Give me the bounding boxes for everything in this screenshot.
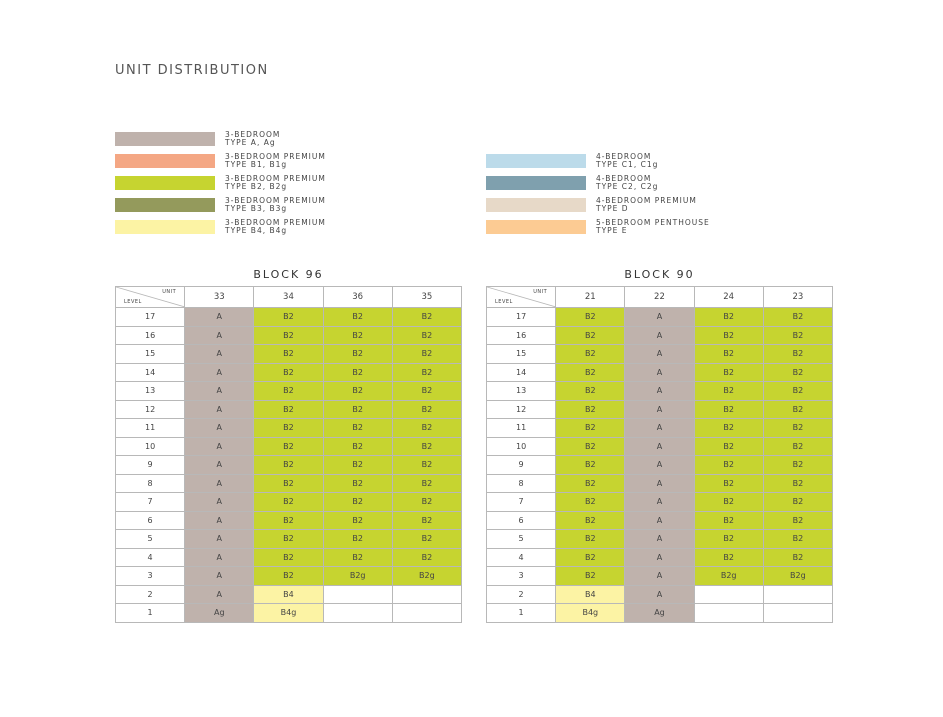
- unit-type-cell: B2: [392, 530, 461, 549]
- unit-type-cell: B2: [763, 363, 832, 382]
- unit-type-cell: B4: [254, 585, 323, 604]
- header-level-label: LEVEL: [495, 299, 513, 305]
- unit-type-cell: B2: [323, 456, 392, 475]
- unit-type-cell: B2: [392, 363, 461, 382]
- unit-type-cell: B2: [763, 382, 832, 401]
- unit-type-cell: B2: [763, 419, 832, 438]
- unit-type-cell: B2: [323, 530, 392, 549]
- unit-type-cell: A: [185, 363, 254, 382]
- unit-type-cell: B2: [323, 419, 392, 438]
- unit-type-cell: B2: [694, 326, 763, 345]
- unit-type-cell: B2: [392, 419, 461, 438]
- unit-type-cell: A: [185, 400, 254, 419]
- unit-type-cell: B2: [392, 474, 461, 493]
- legend-swatch: [115, 220, 215, 234]
- legend-label-line2: TYPE A, Ag: [225, 138, 276, 147]
- table-row: [487, 363, 833, 382]
- table-row: [487, 326, 833, 345]
- level-cell: 13: [487, 382, 556, 401]
- header-level-label: LEVEL: [124, 299, 142, 305]
- table-row: [487, 456, 833, 475]
- legend-label-line1: 3-BEDROOM: [225, 130, 281, 139]
- unit-type-cell: B2: [323, 548, 392, 567]
- unit-type-cell: Ag: [625, 604, 694, 623]
- unit-type-cell: A: [625, 382, 694, 401]
- table-row: [116, 474, 462, 493]
- unit-type-cell: [323, 585, 392, 604]
- table-row: [487, 548, 833, 567]
- legend-item: [115, 219, 326, 235]
- table-row: [116, 493, 462, 512]
- table-row: [487, 511, 833, 530]
- unit-type-cell: A: [185, 511, 254, 530]
- table-row: [116, 382, 462, 401]
- unit-type-cell: A: [185, 474, 254, 493]
- table-row: [116, 345, 462, 364]
- header-corner: [487, 287, 556, 308]
- legend-item: [115, 197, 326, 213]
- header-unit-label: UNIT: [162, 289, 177, 295]
- unit-header: 35: [392, 287, 461, 308]
- unit-type-cell: B2: [392, 345, 461, 364]
- table-row: [487, 530, 833, 549]
- unit-type-cell: B2: [254, 326, 323, 345]
- unit-type-cell: B2: [254, 530, 323, 549]
- unit-type-cell: B2: [254, 474, 323, 493]
- header-corner: [116, 287, 185, 308]
- legend-label: [596, 219, 710, 235]
- table-header-row: [116, 287, 462, 308]
- unit-type-cell: B2: [323, 474, 392, 493]
- unit-type-cell: B2: [556, 511, 625, 530]
- unit-type-cell: B4g: [556, 604, 625, 623]
- level-cell: 9: [116, 456, 185, 475]
- legend-label-line1: 3-BEDROOM PREMIUM: [225, 152, 326, 161]
- table-row: [487, 567, 833, 586]
- unit-type-cell: B2: [763, 548, 832, 567]
- table-row: [487, 419, 833, 438]
- unit-type-cell: B2: [763, 400, 832, 419]
- unit-distribution-table: [486, 286, 833, 623]
- unit-type-cell: B2: [323, 382, 392, 401]
- level-cell: 10: [487, 437, 556, 456]
- legend-label: [225, 219, 326, 235]
- unit-header: 22: [625, 287, 694, 308]
- unit-type-cell: A: [625, 326, 694, 345]
- unit-type-cell: B2: [254, 400, 323, 419]
- unit-type-cell: B2: [556, 400, 625, 419]
- unit-type-cell: B2: [694, 474, 763, 493]
- unit-type-cell: A: [185, 567, 254, 586]
- unit-type-cell: B2: [556, 419, 625, 438]
- level-cell: 14: [116, 363, 185, 382]
- unit-type-cell: B2: [763, 326, 832, 345]
- unit-type-cell: A: [185, 585, 254, 604]
- table-row: [487, 604, 833, 623]
- unit-type-cell: B2: [556, 548, 625, 567]
- unit-header: 23: [763, 287, 832, 308]
- legend-label: [596, 197, 697, 213]
- legend-item: [115, 175, 326, 191]
- legend-label-line2: TYPE D: [596, 204, 629, 213]
- level-cell: 2: [487, 585, 556, 604]
- level-cell: 4: [116, 548, 185, 567]
- unit-type-cell: B2: [254, 548, 323, 567]
- level-cell: 3: [116, 567, 185, 586]
- table-row: [116, 456, 462, 475]
- unit-type-cell: B2g: [323, 567, 392, 586]
- unit-type-cell: B2: [694, 456, 763, 475]
- legend-label-line2: TYPE B1, B1g: [225, 160, 288, 169]
- unit-type-cell: B2: [392, 437, 461, 456]
- table-row: [116, 419, 462, 438]
- table-row: [116, 511, 462, 530]
- legend-label-line1: 4-BEDROOM PREMIUM: [596, 196, 697, 205]
- unit-type-cell: A: [625, 419, 694, 438]
- legend-label-line1: 5-BEDROOM PENTHOUSE: [596, 218, 710, 227]
- unit-type-cell: [323, 604, 392, 623]
- legend-item: [115, 153, 326, 169]
- unit-type-cell: B2: [694, 548, 763, 567]
- table-row: [487, 382, 833, 401]
- table-row: [487, 308, 833, 327]
- legend-label-line1: 3-BEDROOM PREMIUM: [225, 218, 326, 227]
- unit-type-cell: A: [625, 437, 694, 456]
- level-cell: 11: [487, 419, 556, 438]
- legend-swatch: [115, 176, 215, 190]
- table-row: [487, 437, 833, 456]
- level-cell: 14: [487, 363, 556, 382]
- table-row: [116, 437, 462, 456]
- legend-item: [486, 197, 697, 213]
- level-cell: 11: [116, 419, 185, 438]
- unit-type-cell: B2: [392, 308, 461, 327]
- legend-label-line2: TYPE B2, B2g: [225, 182, 288, 191]
- unit-type-cell: A: [625, 474, 694, 493]
- unit-type-cell: A: [185, 345, 254, 364]
- legend-label: [225, 175, 326, 191]
- unit-type-cell: B2: [694, 530, 763, 549]
- unit-type-cell: B2: [254, 382, 323, 401]
- legend-label-line1: 3-BEDROOM PREMIUM: [225, 174, 326, 183]
- unit-type-cell: B2: [254, 493, 323, 512]
- legend-item: [486, 219, 710, 235]
- unit-type-cell: B4: [556, 585, 625, 604]
- table-row: [116, 530, 462, 549]
- unit-type-cell: A: [625, 548, 694, 567]
- legend-swatch: [486, 198, 586, 212]
- unit-type-cell: B2: [763, 493, 832, 512]
- unit-type-cell: B2: [254, 363, 323, 382]
- unit-type-cell: B2: [392, 456, 461, 475]
- unit-type-cell: [694, 604, 763, 623]
- unit-type-cell: B2g: [392, 567, 461, 586]
- unit-type-cell: A: [625, 400, 694, 419]
- legend-label-line2: TYPE E: [596, 226, 628, 235]
- table-row: [116, 400, 462, 419]
- table-row: [116, 308, 462, 327]
- unit-type-cell: A: [185, 493, 254, 512]
- unit-type-cell: B2: [556, 530, 625, 549]
- unit-type-cell: B2: [392, 400, 461, 419]
- unit-type-cell: B2: [763, 345, 832, 364]
- unit-type-cell: B2: [694, 308, 763, 327]
- unit-type-cell: B2: [323, 400, 392, 419]
- block-title: BLOCK 90: [624, 268, 695, 281]
- unit-type-cell: B2: [254, 567, 323, 586]
- unit-header: 34: [254, 287, 323, 308]
- unit-type-cell: B2: [556, 308, 625, 327]
- level-cell: 8: [487, 474, 556, 493]
- unit-type-cell: B2: [254, 456, 323, 475]
- unit-type-cell: A: [625, 585, 694, 604]
- legend-label-line1: 4-BEDROOM: [596, 174, 652, 183]
- unit-type-cell: B2: [556, 363, 625, 382]
- unit-type-cell: B2: [556, 493, 625, 512]
- unit-type-cell: A: [625, 567, 694, 586]
- unit-type-cell: B2: [556, 382, 625, 401]
- unit-type-cell: [392, 604, 461, 623]
- unit-type-cell: B2: [694, 363, 763, 382]
- level-cell: 5: [116, 530, 185, 549]
- legend-swatch: [486, 154, 586, 168]
- legend-item: [486, 175, 658, 191]
- unit-type-cell: B2: [763, 511, 832, 530]
- legend-label: [225, 197, 326, 213]
- level-cell: 17: [487, 308, 556, 327]
- unit-type-cell: B2: [694, 345, 763, 364]
- unit-type-cell: A: [185, 456, 254, 475]
- table-header-row: [487, 287, 833, 308]
- unit-type-cell: B2: [254, 308, 323, 327]
- unit-type-cell: B4g: [254, 604, 323, 623]
- legend-label: [596, 175, 658, 191]
- level-cell: 7: [116, 493, 185, 512]
- unit-type-cell: A: [185, 382, 254, 401]
- unit-type-cell: B2: [323, 493, 392, 512]
- unit-type-cell: B2: [763, 474, 832, 493]
- level-cell: 16: [116, 326, 185, 345]
- block-title: BLOCK 96: [253, 268, 324, 281]
- legend-swatch: [486, 220, 586, 234]
- legend-swatch: [115, 154, 215, 168]
- unit-type-cell: A: [625, 493, 694, 512]
- legend-label-line2: TYPE B3, B3g: [225, 204, 288, 213]
- unit-type-cell: B2: [763, 530, 832, 549]
- unit-type-cell: B2: [323, 326, 392, 345]
- unit-type-cell: B2: [392, 511, 461, 530]
- legend-label: [596, 153, 658, 169]
- level-cell: 12: [116, 400, 185, 419]
- unit-type-cell: B2: [694, 437, 763, 456]
- table-row: [116, 548, 462, 567]
- unit-type-cell: A: [625, 456, 694, 475]
- unit-type-cell: B2: [694, 493, 763, 512]
- unit-type-cell: B2: [323, 345, 392, 364]
- unit-type-cell: B2: [254, 419, 323, 438]
- legend-label-line1: 4-BEDROOM: [596, 152, 652, 161]
- unit-type-cell: Ag: [185, 604, 254, 623]
- unit-type-cell: A: [625, 530, 694, 549]
- unit-type-cell: B2: [254, 345, 323, 364]
- level-cell: 16: [487, 326, 556, 345]
- level-cell: 8: [116, 474, 185, 493]
- level-cell: 3: [487, 567, 556, 586]
- level-cell: 17: [116, 308, 185, 327]
- unit-type-cell: B2: [694, 511, 763, 530]
- unit-type-cell: A: [625, 308, 694, 327]
- legend-item: [486, 153, 658, 169]
- unit-type-cell: B2: [556, 456, 625, 475]
- legend-swatch: [486, 176, 586, 190]
- unit-type-cell: B2: [323, 511, 392, 530]
- unit-type-cell: A: [625, 345, 694, 364]
- unit-type-cell: B2: [556, 437, 625, 456]
- unit-type-cell: B2: [392, 548, 461, 567]
- unit-header: 21: [556, 287, 625, 308]
- unit-type-cell: B2g: [763, 567, 832, 586]
- unit-type-cell: [763, 604, 832, 623]
- unit-type-cell: A: [185, 437, 254, 456]
- unit-type-cell: B2: [556, 474, 625, 493]
- unit-type-cell: B2: [323, 308, 392, 327]
- unit-type-cell: B2: [556, 567, 625, 586]
- unit-type-cell: B2: [763, 308, 832, 327]
- level-cell: 6: [487, 511, 556, 530]
- unit-type-cell: B2: [254, 511, 323, 530]
- unit-type-cell: B2: [323, 363, 392, 382]
- level-cell: 15: [116, 345, 185, 364]
- legend-item: [115, 131, 280, 147]
- table-row: [116, 326, 462, 345]
- legend-swatch: [115, 132, 215, 146]
- unit-type-cell: B2: [556, 345, 625, 364]
- level-cell: 1: [116, 604, 185, 623]
- level-cell: 10: [116, 437, 185, 456]
- level-cell: 15: [487, 345, 556, 364]
- unit-type-cell: B2g: [694, 567, 763, 586]
- unit-type-cell: B2: [763, 437, 832, 456]
- unit-type-cell: A: [185, 419, 254, 438]
- table-row: [116, 363, 462, 382]
- unit-type-cell: [763, 585, 832, 604]
- legend-label-line2: TYPE B4, B4g: [225, 226, 288, 235]
- level-cell: 1: [487, 604, 556, 623]
- unit-header: 33: [185, 287, 254, 308]
- unit-type-cell: B2: [254, 437, 323, 456]
- level-cell: 2: [116, 585, 185, 604]
- legend-label-line2: TYPE C1, C1g: [596, 160, 659, 169]
- unit-type-cell: A: [625, 511, 694, 530]
- unit-distribution-table: [115, 286, 462, 623]
- table-row: [116, 585, 462, 604]
- unit-type-cell: B2: [392, 326, 461, 345]
- unit-type-cell: B2: [694, 419, 763, 438]
- table-row: [116, 567, 462, 586]
- level-cell: 5: [487, 530, 556, 549]
- legend-label-line2: TYPE C2, C2g: [596, 182, 659, 191]
- unit-type-cell: [392, 585, 461, 604]
- table-row: [487, 400, 833, 419]
- legend-label: [225, 131, 280, 147]
- table-row: [487, 585, 833, 604]
- level-cell: 7: [487, 493, 556, 512]
- table-row: [487, 345, 833, 364]
- level-cell: 4: [487, 548, 556, 567]
- table-row: [487, 493, 833, 512]
- unit-type-cell: A: [625, 363, 694, 382]
- unit-type-cell: B2: [556, 326, 625, 345]
- unit-type-cell: B2: [392, 493, 461, 512]
- header-unit-label: UNIT: [533, 289, 548, 295]
- unit-type-cell: B2: [323, 437, 392, 456]
- unit-type-cell: B2: [763, 456, 832, 475]
- unit-type-cell: A: [185, 326, 254, 345]
- unit-type-cell: B2: [694, 382, 763, 401]
- unit-header: 24: [694, 287, 763, 308]
- table-row: [487, 474, 833, 493]
- table-row: [116, 604, 462, 623]
- unit-type-cell: A: [185, 530, 254, 549]
- level-cell: 9: [487, 456, 556, 475]
- legend-swatch: [115, 198, 215, 212]
- unit-type-cell: B2: [392, 382, 461, 401]
- unit-type-cell: B2: [694, 400, 763, 419]
- unit-type-cell: A: [185, 308, 254, 327]
- unit-type-cell: A: [185, 548, 254, 567]
- level-cell: 13: [116, 382, 185, 401]
- legend-label-line1: 3-BEDROOM PREMIUM: [225, 196, 326, 205]
- unit-header: 36: [323, 287, 392, 308]
- level-cell: 12: [487, 400, 556, 419]
- level-cell: 6: [116, 511, 185, 530]
- unit-type-cell: [694, 585, 763, 604]
- page-title: UNIT DISTRIBUTION: [115, 63, 269, 78]
- legend-label: [225, 153, 326, 169]
